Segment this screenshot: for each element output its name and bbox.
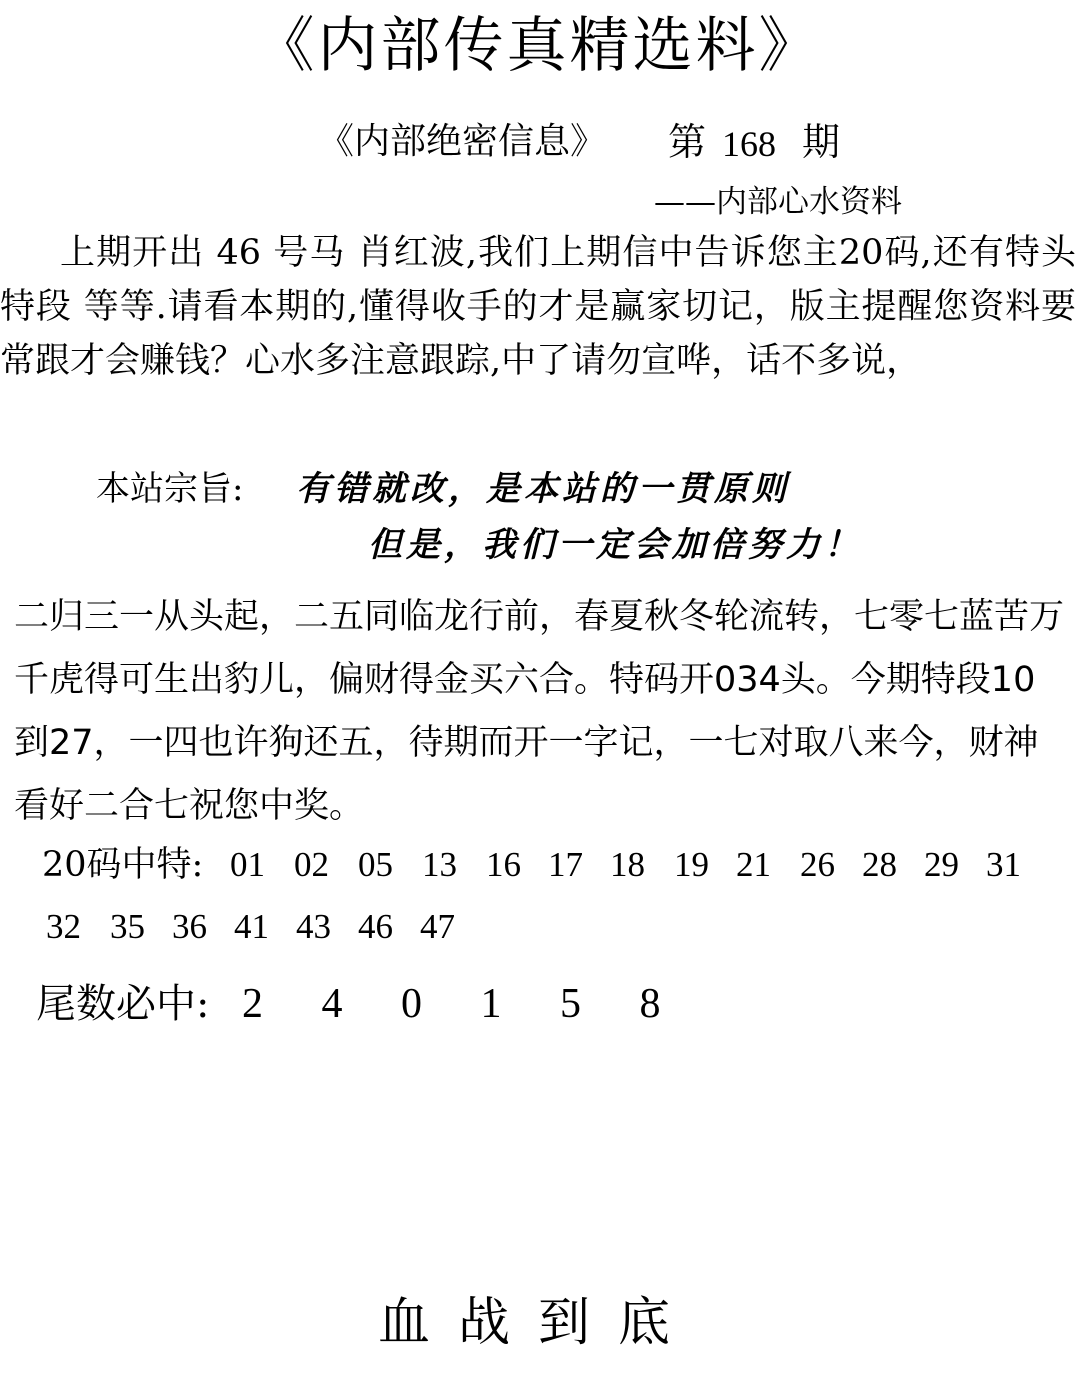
numbers-row-2	[46, 900, 506, 954]
number-item: 17	[548, 845, 583, 884]
page-title: 《内部传真精选料》	[254, 11, 822, 81]
number-item: 28	[862, 845, 897, 884]
number-item: 21	[736, 845, 771, 884]
motto-line-1: 有错就改，是本站的一贯原则	[296, 469, 790, 509]
motto-line-2: 但是，我们一定会加倍努力！	[368, 525, 862, 565]
subtitle: 《内部绝密信息》	[318, 121, 607, 162]
number-item: 19	[674, 845, 709, 884]
number-item: 35	[110, 907, 145, 946]
intro-paragraph: 上期开出 46 号马 肖红波,我们上期信中告诉您主20码,还有特头 特段 等等.请看本期的,懂得收手的才是赢家切记，版主提醒您资料要常跟才会赚钱？心水多注意跟踪,中了请勿宣哗，话不多说，	[0, 233, 1076, 381]
riddle-text: 二归三一从头起，二五同临龙行前，春夏秋冬轮流转，七零七蓝苦万千虎得可生出豹儿，偏财得金买六合。特码开034头。今期特段10到27，一四也许狗还五，待期而开一字记，一七对取八来今，财神看好二合七祝您中奖。	[14, 597, 1065, 826]
number-item: 13	[422, 845, 457, 884]
issue-suffix: 期	[802, 120, 841, 164]
number-item: 43	[296, 907, 331, 946]
number-item: 36	[172, 907, 207, 946]
number-item: 01	[230, 845, 265, 884]
numbers-label: 20码中特:	[42, 845, 204, 885]
number-item: 29	[924, 845, 959, 884]
number-item: 18	[610, 845, 645, 884]
number-item: 32	[46, 907, 81, 946]
issue-prefix: 第	[668, 120, 707, 164]
number-item: 02	[294, 845, 329, 884]
tail-digits-label: 尾数必中:	[36, 981, 210, 1027]
number-item: 16	[486, 845, 521, 884]
source-line: ——内部心水资料	[654, 184, 902, 220]
number-item: 41	[234, 907, 269, 946]
number-item: 05	[358, 845, 393, 884]
footer-slogan: 血战到底	[377, 1293, 698, 1353]
number-item: 31	[986, 845, 1021, 884]
issue-number: 168	[722, 124, 776, 164]
tail-digits: 2 4 0 1 5 8	[242, 981, 685, 1027]
numbers-row-1	[230, 838, 1050, 892]
number-item: 46	[358, 907, 393, 946]
number-item: 47	[420, 907, 455, 946]
number-item: 26	[800, 845, 835, 884]
motto-label: 本站宗旨:	[96, 469, 244, 509]
